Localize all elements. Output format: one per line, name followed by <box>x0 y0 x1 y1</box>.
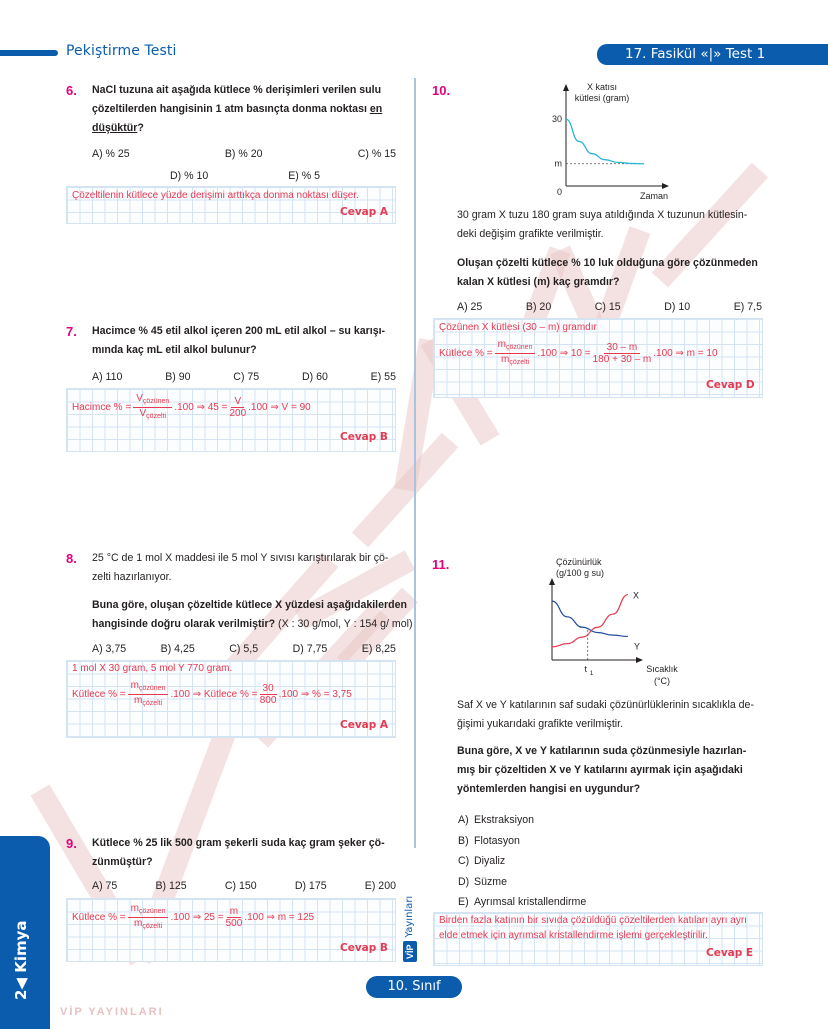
question-text <box>92 549 402 587</box>
option-b[interactable]: B) Flotasyon <box>458 835 520 847</box>
option-b[interactable]: B) % 20 <box>224 148 263 160</box>
watermark-stroke <box>405 340 430 490</box>
option-b[interactable]: B) 125 <box>155 880 187 892</box>
watermark-caption: VİP YAYINLARI <box>60 1006 164 1018</box>
chart-solubility-vs-temperature <box>540 556 690 688</box>
fraction: $\frac{V_{çözünen}}{V_{çözelti}}$ <box>133 393 172 422</box>
options-row <box>92 880 396 893</box>
solution-equation: Kütlece % = $\frac{m_{çözünen}}{m_{çözelti}}$ .100 ⇒ Kütlece % = $\frac{30}{800}$ .100 ⇒ % = 3,75 <box>72 680 352 707</box>
series-label-y: Y <box>634 641 641 652</box>
question-text <box>457 206 769 244</box>
publisher-text: Yayınları <box>404 895 415 938</box>
grade-pill: 10. Sınıf <box>366 976 462 998</box>
fraction: $\frac{m_{çözünen}}{m_{çözelti}}$ <box>128 680 169 709</box>
chart-x-mass-vs-time <box>520 80 690 202</box>
publisher-badge: VİP <box>403 941 417 962</box>
x-axis-label: Sıcaklık <box>646 664 678 674</box>
solution-text: Birden fazla katının bir sıvıda çözüldüğü çözeltilerden katıları ayrı ayrı <box>439 915 747 926</box>
option-a[interactable]: A) 3,75 <box>92 643 127 655</box>
y-axis-label: (g/100 g su) <box>556 568 605 578</box>
option-b[interactable]: B) 20 <box>525 301 552 313</box>
x-tick-subscript: 1 <box>589 670 594 677</box>
question-line: 30 gram X tuzu 180 gram suya atıldığında X tuzunun kütlesin- <box>457 209 748 221</box>
option-c[interactable]: C) % 15 <box>357 148 396 160</box>
subject-label: 2◀ Kimya <box>12 920 30 1000</box>
watermark-stroke <box>360 440 450 540</box>
question-number: 6. <box>66 83 77 98</box>
option-e[interactable]: E) % 5 <box>288 170 320 182</box>
answer-label: Cevap D <box>706 379 755 391</box>
x-axis-arrow-icon <box>662 183 669 189</box>
question-line: çözeltilerden hangisinin 1 atm basınçta donma noktası en <box>92 103 383 115</box>
chart-2-svg <box>540 556 690 688</box>
options-row <box>92 148 396 161</box>
fraction: $\frac{m_{çözünen}}{m_{çözelti}}$ <box>495 339 536 368</box>
options-row <box>92 371 396 384</box>
chart-1-svg <box>520 80 690 202</box>
question-text <box>92 81 398 138</box>
solution-equation: Kütlece % = $\frac{m_{çözünen}}{m_{çözelti}}$ .100 ⇒ 10 = $\frac{30 - m}{180 + 30 - m}$ .100 ⇒ m = 10 <box>439 339 718 366</box>
question-prompt <box>457 254 769 292</box>
answer-label: Cevap B <box>340 431 388 443</box>
option-c[interactable]: C) 75 <box>233 371 260 383</box>
question-number: 7. <box>66 324 77 339</box>
option-d[interactable]: D) Süzme <box>458 876 507 888</box>
fraction: $\frac{30}{800}$ <box>259 683 277 706</box>
question-line: Saf X ve Y katılarının saf sudaki çözünürlüklerinin sıcaklıkla de- <box>457 699 754 711</box>
question-line: NaCl tuzuna ait aşağıda kütlece % derişimleri verilen sulu <box>92 84 382 96</box>
question-line: Oluşan çözelti kütlece % 10 luk olduğuna göre çözünmeden <box>457 257 758 269</box>
question-line: hangisinde doğru olarak verilmiştir? (X : 30 g/mol, Y : 154 g/ mol) <box>92 618 413 630</box>
question-line: mında kaç mL etil alkol bulunur? <box>92 344 257 356</box>
question-line: mış bir çözeltiden X ve Y katılarını ayırmak için aşağıdaki <box>457 764 743 776</box>
x-axis-label: (°C) <box>653 676 671 686</box>
question-number: 8. <box>66 551 77 566</box>
answer-label: Cevap B <box>340 942 388 954</box>
question-number: 9. <box>66 836 77 851</box>
option-c[interactable]: C) 15 <box>594 301 621 313</box>
option-c[interactable]: C) 150 <box>224 880 257 892</box>
question-number: 10. <box>432 83 451 98</box>
question-line: Buna göre, X ve Y katılarının suda çözünmesiyle hazırlan- <box>457 745 747 757</box>
column-divider <box>414 78 416 848</box>
option-e[interactable]: E) 7,5 <box>733 301 762 313</box>
question-line: düşüktür? <box>92 122 144 134</box>
fraction: $\frac{30 - m}{180 + 30 - m}$ <box>592 342 652 365</box>
y-tick-label: m <box>554 158 562 169</box>
option-d[interactable]: D) % 10 <box>170 170 209 182</box>
answer-label: Cevap E <box>706 947 754 959</box>
fraction: $\frac{m}{500}$ <box>225 906 243 929</box>
question-prompt <box>92 596 413 634</box>
option-e[interactable]: E) Ayrımsal kristallendirme <box>458 896 587 908</box>
options-row <box>92 643 396 656</box>
question-line: yöntemlerden hangisi en uygundur? <box>457 783 641 795</box>
question-number: 11. <box>432 557 450 572</box>
series-label-x: X <box>633 590 640 601</box>
header-title-right: 17. Fasikül «|» Test 1 <box>597 44 828 65</box>
option-d[interactable]: D) 7,75 <box>292 643 328 655</box>
options-row <box>170 170 320 183</box>
y-axis-label: X katısı <box>586 82 618 92</box>
x-axis-arrow-icon <box>636 657 643 663</box>
option-d[interactable]: D) 10 <box>664 301 691 313</box>
series-line-x-mass <box>566 119 644 164</box>
option-a[interactable]: A) Ekstraksiyon <box>458 814 535 826</box>
answer-label: Cevap A <box>340 719 389 731</box>
option-c[interactable]: C) Diyaliz <box>458 855 506 867</box>
question-text <box>457 696 769 734</box>
options-row <box>457 301 762 314</box>
solution-text: elde etmek için ayrımsal kristallendirme işlemi gerçekleştirilir. <box>439 930 708 941</box>
y-axis-label: Çözünürlük <box>556 557 602 567</box>
question-line: ğişimi yukarıdaki grafikte verilmiştir. <box>457 718 624 730</box>
option-d[interactable]: D) 175 <box>294 880 327 892</box>
solution-text: 1 mol X 30 gram, 5 mol Y 770 gram. <box>72 663 233 674</box>
solution-text: Çözeltilenin kütlece yüzde derişimi arttıkça donma noktası düşer. <box>72 190 359 201</box>
y-axis-arrow-icon <box>549 578 555 585</box>
option-e[interactable]: E) 55 <box>370 371 396 383</box>
question-line: Buna göre, oluşan çözeltide kütlece X yüzdesi aşağıdakilerden <box>92 599 407 611</box>
option-a[interactable]: A) % 25 <box>92 148 130 160</box>
header-accent-bar <box>0 50 58 56</box>
solution-text: Çözünen X kütlesi (30 – m) gramdır <box>439 322 597 333</box>
option-a[interactable]: A) 110 <box>92 371 123 383</box>
fraction: $\frac{V}{200}$ <box>229 396 247 419</box>
fraction: $\frac{m_{çözünen}}{m_{çözelti}}$ <box>128 903 169 932</box>
option-d[interactable]: D) 60 <box>301 371 328 383</box>
y-axis-label: kütlesi (gram) <box>574 93 630 103</box>
answer-label: Cevap A <box>340 206 389 218</box>
option-b[interactable]: B) 90 <box>165 371 191 383</box>
question-line: zünmüştür? <box>92 856 153 868</box>
question-text <box>92 834 398 872</box>
question-prompt <box>457 742 769 799</box>
header-title-left: Pekiştirme Testi <box>66 43 177 59</box>
question-line: Hacimce % 45 etil alkol içeren 200 mL etil alkol – su karışı- <box>92 325 386 337</box>
option-a[interactable]: A) 25 <box>457 301 483 313</box>
x-axis-label: Zaman <box>639 191 668 201</box>
option-c[interactable]: C) 5,5 <box>229 643 259 655</box>
question-line: deki değişim grafikte verilmiştir. <box>457 228 604 240</box>
origin-label: 0 <box>556 187 562 197</box>
solution-equation: Kütlece % = $\frac{m_{çözünen}}{m_{çözelti}}$ .100 ⇒ 25 = $\frac{m}{500}$ .100 ⇒ m = 125 <box>72 903 315 930</box>
series-line-y <box>552 601 628 636</box>
question-line: 25 °C de 1 mol X maddesi ile 5 mol Y sıvısı karıştırılarak bir çö- <box>92 552 389 564</box>
solution-equation: Hacimce % = $\frac{V_{çözünen}}{V_{çözelti}}$ .100 ⇒ 45 = $\frac{V}{200}$ .100 ⇒ V = 90 <box>72 393 311 420</box>
option-e[interactable]: E) 8,25 <box>361 643 396 655</box>
publisher-mark <box>403 896 417 962</box>
series-line-x <box>552 595 628 647</box>
y-axis-arrow-icon <box>563 84 569 91</box>
question-line: kalan X kütlesi (m) kaç gramdır? <box>457 276 620 288</box>
option-e[interactable]: E) 200 <box>364 880 396 892</box>
option-a[interactable]: A) 75 <box>92 880 118 892</box>
question-text <box>92 322 398 360</box>
option-b[interactable]: B) 4,25 <box>160 643 195 655</box>
y-tick-label: 30 <box>551 114 562 125</box>
x-tick-label: t <box>584 664 587 674</box>
question-line: Kütlece % 25 lik 500 gram şekerli suda kaç gram şeker çö- <box>92 837 385 849</box>
question-line: zelti hazırlanıyor. <box>92 571 172 583</box>
